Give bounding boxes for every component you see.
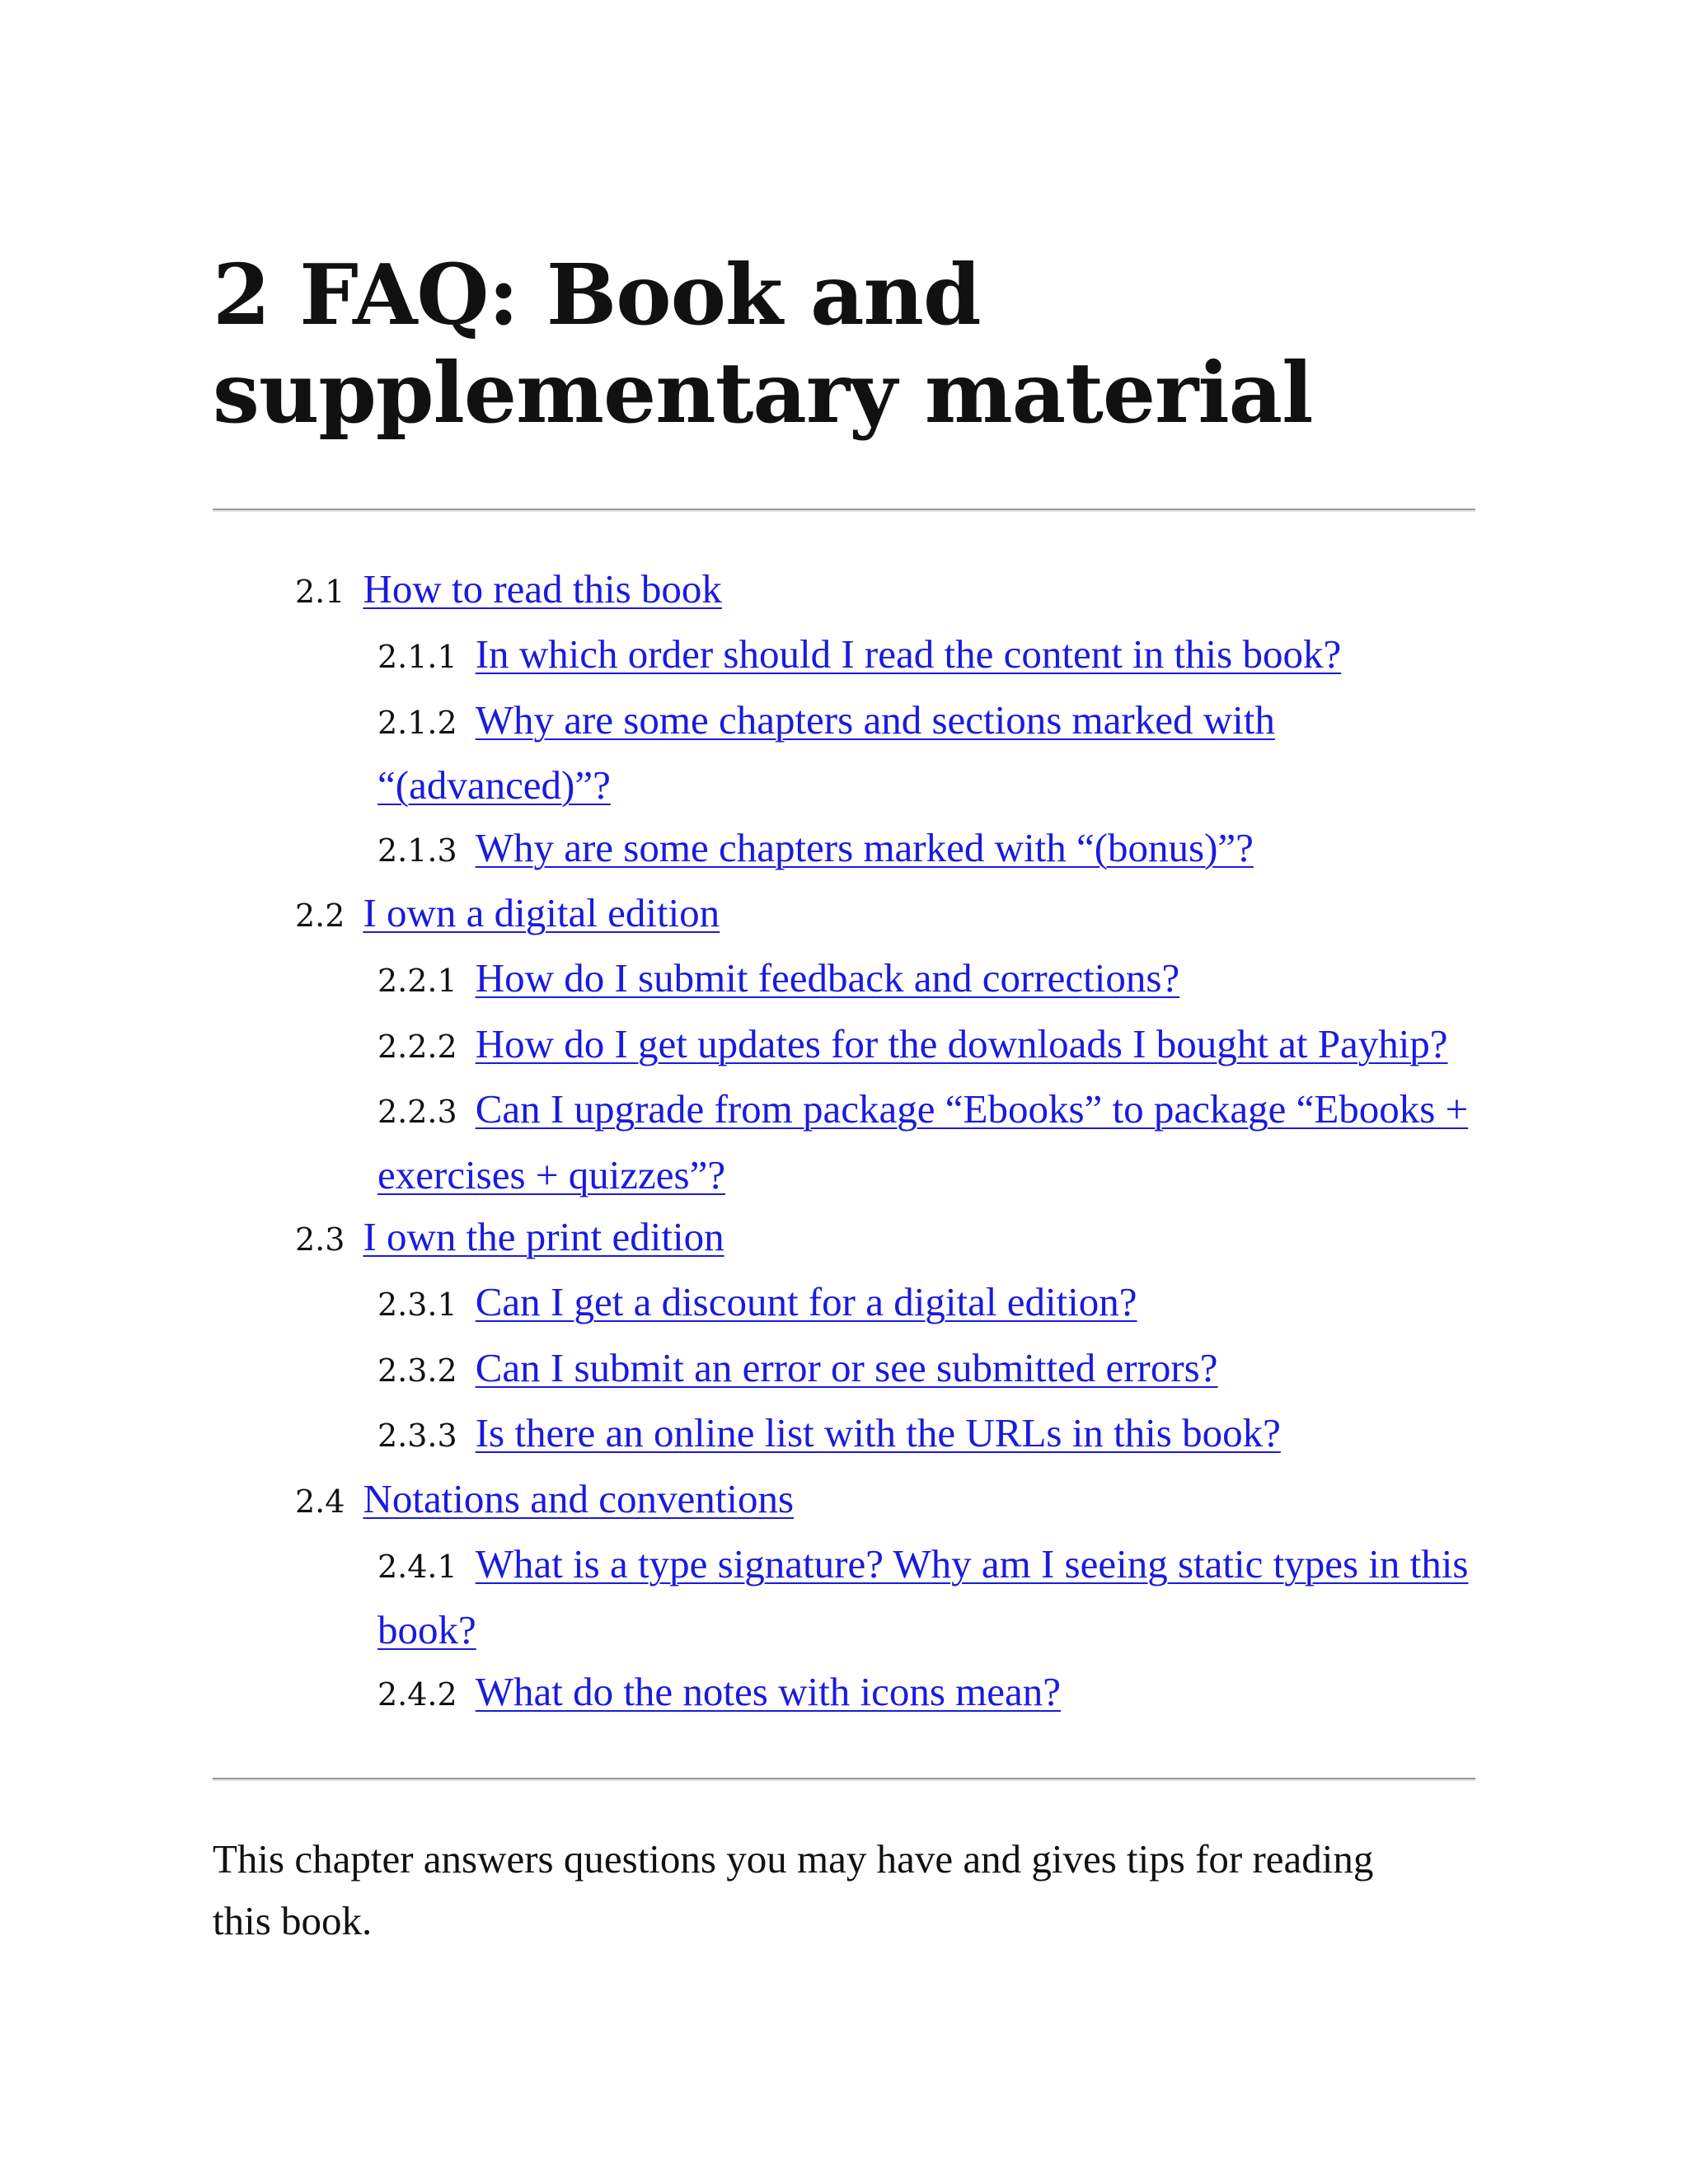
toc-item bbox=[213, 882, 1475, 947]
chapter-title bbox=[213, 246, 1475, 442]
toc-section-number: 2.1.1 bbox=[377, 639, 457, 676]
toc-section-number: 2.4.2 bbox=[377, 1675, 457, 1713]
toc-link[interactable]: What do the notes with icons mean? bbox=[475, 1668, 1062, 1714]
intro-paragraph: This chapter answers questions you may have and gives tips for reading this book. bbox=[213, 1836, 1374, 1943]
toc-link[interactable]: What is a type signature? Why am I seeing static types in this book? bbox=[377, 1541, 1469, 1652]
toc-section-number: 2.1.3 bbox=[377, 832, 457, 869]
toc-section-number: 2.1 bbox=[295, 574, 345, 610]
toc-link[interactable]: Can I upgrade from package “Ebooks” to package “Ebooks + exercises + quizzes”? bbox=[377, 1086, 1469, 1197]
toc-section-number: 2.4 bbox=[295, 1483, 345, 1520]
toc-link[interactable]: Is there an online list with the URLs in this book? bbox=[475, 1410, 1281, 1456]
toc-bottom-divider bbox=[213, 1778, 1475, 1781]
toc-section-number: 2.2.2 bbox=[377, 1028, 457, 1065]
toc-section-number: 2.3 bbox=[295, 1221, 345, 1258]
toc-item bbox=[213, 689, 1475, 817]
toc-item bbox=[213, 1013, 1475, 1078]
chapter-number: 2 bbox=[213, 246, 270, 344]
toc-item bbox=[213, 1661, 1475, 1726]
toc-section-number: 2.3.2 bbox=[377, 1352, 457, 1389]
toc-item bbox=[213, 1402, 1475, 1467]
toc-item bbox=[213, 1337, 1475, 1402]
toc-section-number: 2.4.1 bbox=[377, 1549, 457, 1586]
toc-link[interactable]: How do I get updates for the downloads I bought at Payhip? bbox=[475, 1020, 1448, 1066]
toc-link[interactable]: Why are some chapters and sections marked with “(advanced)”? bbox=[377, 696, 1275, 808]
toc-link[interactable]: Notations and conventions bbox=[363, 1475, 795, 1521]
toc-item bbox=[213, 1271, 1475, 1336]
toc-item bbox=[213, 1533, 1475, 1661]
toc-link[interactable]: How to read this book bbox=[363, 566, 722, 612]
toc-link[interactable]: In which order should I read the content in this book? bbox=[475, 631, 1342, 677]
toc-link[interactable]: Can I submit an error or see submitted errors? bbox=[475, 1344, 1218, 1390]
toc-link[interactable]: How do I submit feedback and corrections? bbox=[475, 955, 1180, 1001]
toc-item bbox=[213, 1206, 1475, 1271]
chapter-title-text: FAQ: Book and supplementary material bbox=[213, 246, 1313, 442]
table-of-contents bbox=[213, 558, 1475, 1726]
toc-section-number: 2.3.1 bbox=[377, 1286, 457, 1324]
toc-section-number: 2.3.3 bbox=[377, 1418, 457, 1455]
toc-link[interactable]: I own a digital edition bbox=[363, 890, 720, 936]
toc-section-number: 2.2.3 bbox=[377, 1094, 457, 1131]
toc-item bbox=[213, 817, 1475, 882]
toc-item bbox=[213, 623, 1475, 688]
toc-link[interactable]: Why are some chapters marked with “(bonus)”? bbox=[475, 824, 1254, 870]
toc-item bbox=[213, 947, 1475, 1012]
toc-link[interactable]: I own the print edition bbox=[363, 1214, 724, 1260]
toc-item bbox=[213, 1078, 1475, 1206]
toc-item bbox=[213, 558, 1475, 623]
toc-top-divider bbox=[213, 509, 1475, 512]
toc-section-number: 2.2 bbox=[295, 898, 345, 935]
toc-section-number: 2.1.2 bbox=[377, 704, 457, 741]
toc-item bbox=[213, 1468, 1475, 1533]
toc-section-number: 2.2.1 bbox=[377, 963, 457, 1000]
toc-link[interactable]: Can I get a discount for a digital edition? bbox=[475, 1279, 1137, 1325]
